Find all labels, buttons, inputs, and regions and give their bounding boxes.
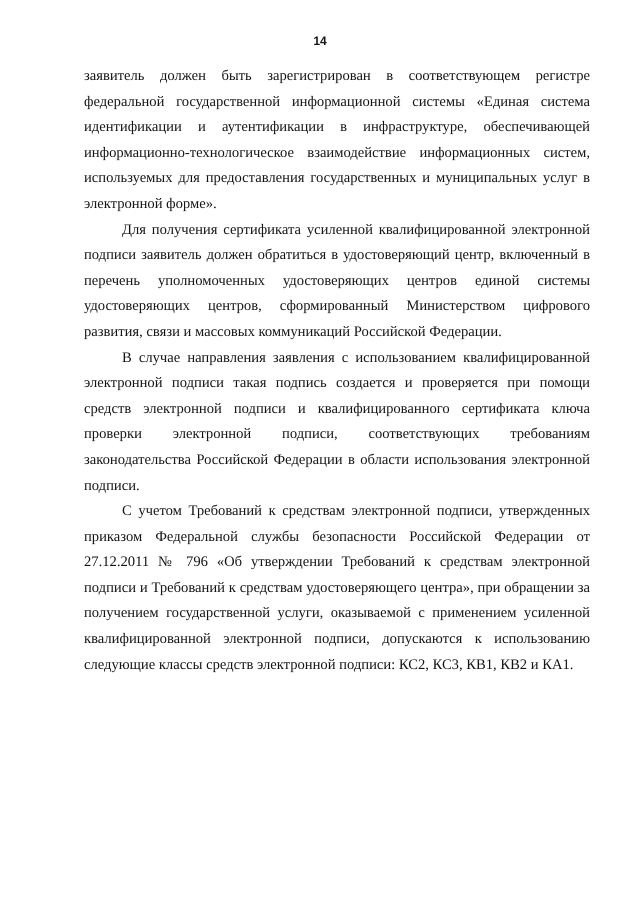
paragraph-continuation: заявитель должен быть зарегистрирован в соответствующем регистре федеральной государственной информационной системы «Единая система идентификации и аутентификации в инфраструктуре, обеспечивающей информационно-технологическое взаимодействие информационных систем, используемых для предоставления государственных и муниципальных услуг в электронной форме». xyxy=(84,68,590,212)
paragraph-signature-classes: С учетом Требований к средствам электронной подписи, утвержденных приказом Федеральной службы безопасности Российской Федерации от 27.12.2011 № 796 «Об утверждении Требований к средствам электронной подписи и Требований к средствам удостоверяющего центра», при обращении за получением государственной услуги, оказываемой с применением усиленной квалифицированной электронной подписи, допускаются к использованию следующие классы средств электронной подписи: КС2, КС3, КВ1, КВ2 и КА1. xyxy=(84,503,590,673)
paragraph-certificate: Для получения сертификата усиленной квалифицированной электронной подписи заявитель должен обратиться в удостоверяющий центр, включенный в перечень уполномоченных удостоверяющих центров единой системы удостоверяющих центров, сформированный Министерством цифрового развития, связи и массовых коммуникаций Российской Федерации. xyxy=(84,221,590,340)
page-number: 14 xyxy=(313,34,327,48)
document-body xyxy=(84,64,590,678)
paragraph-signature-verification: В случае направления заявления с использованием квалифицированной электронной подписи такая подпись создается и проверяется при помощи средств электронной подписи и квалифицированного сертификата ключа проверки электронной подписи, соответствующих требованиям законодательства Российской Федерации в области использования электронной подписи. xyxy=(84,349,590,494)
